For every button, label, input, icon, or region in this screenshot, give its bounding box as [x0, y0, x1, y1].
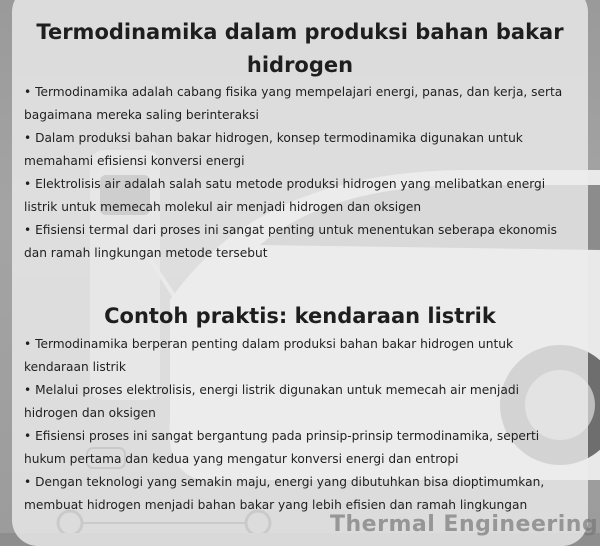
list-item: • Dalam produksi bahan bakar hidrogen, konsep termodinamika digunakan untuk memahami efisiensi konversi energi [24, 127, 576, 173]
section2-heading: Contoh praktis: kendaraan listrik [104, 304, 496, 329]
list-item: • Dengan teknologi yang semakin maju, energi yang dibutuhkan bisa dioptimumkan, membuat hidrogen menjadi bahan bakar yang lebih efisien dan ramah lingkungan [24, 471, 576, 517]
page-title: Termodinamika dalam produksi bahan bakar hidrogen [36, 20, 564, 78]
list-item: • Efisiensi proses ini sangat bergantung pada prinsip-prinsip termodinamika, seperti hukum pertama dan kedua yang mengatur konversi energi dan entropi [24, 425, 576, 471]
section1-bullet-list [24, 81, 576, 265]
list-item: • Termodinamika berperan penting dalam produksi bahan bakar hidrogen untuk kendaraan listrik [24, 333, 576, 379]
list-item: • Termodinamika adalah cabang fisika yang mempelajari energi, panas, dan kerja, serta bagaimana mereka saling berinteraksi [24, 81, 576, 127]
section2-bullet-list [24, 333, 576, 517]
watermark: Thermal Engineering [330, 512, 599, 537]
list-item: • Melalui proses elektrolisis, energi listrik digunakan untuk memecah air menjadi hidrogen dan oksigen [24, 379, 576, 425]
list-item: • Efisiensi termal dari proses ini sangat penting untuk menentukan seberapa ekonomis dan ramah lingkungan metode tersebut [24, 219, 576, 265]
list-item: • Elektrolisis air adalah salah satu metode produksi hidrogen yang melibatkan energi listrik untuk memecah molekul air menjadi hidrogen dan oksigen [24, 173, 576, 219]
